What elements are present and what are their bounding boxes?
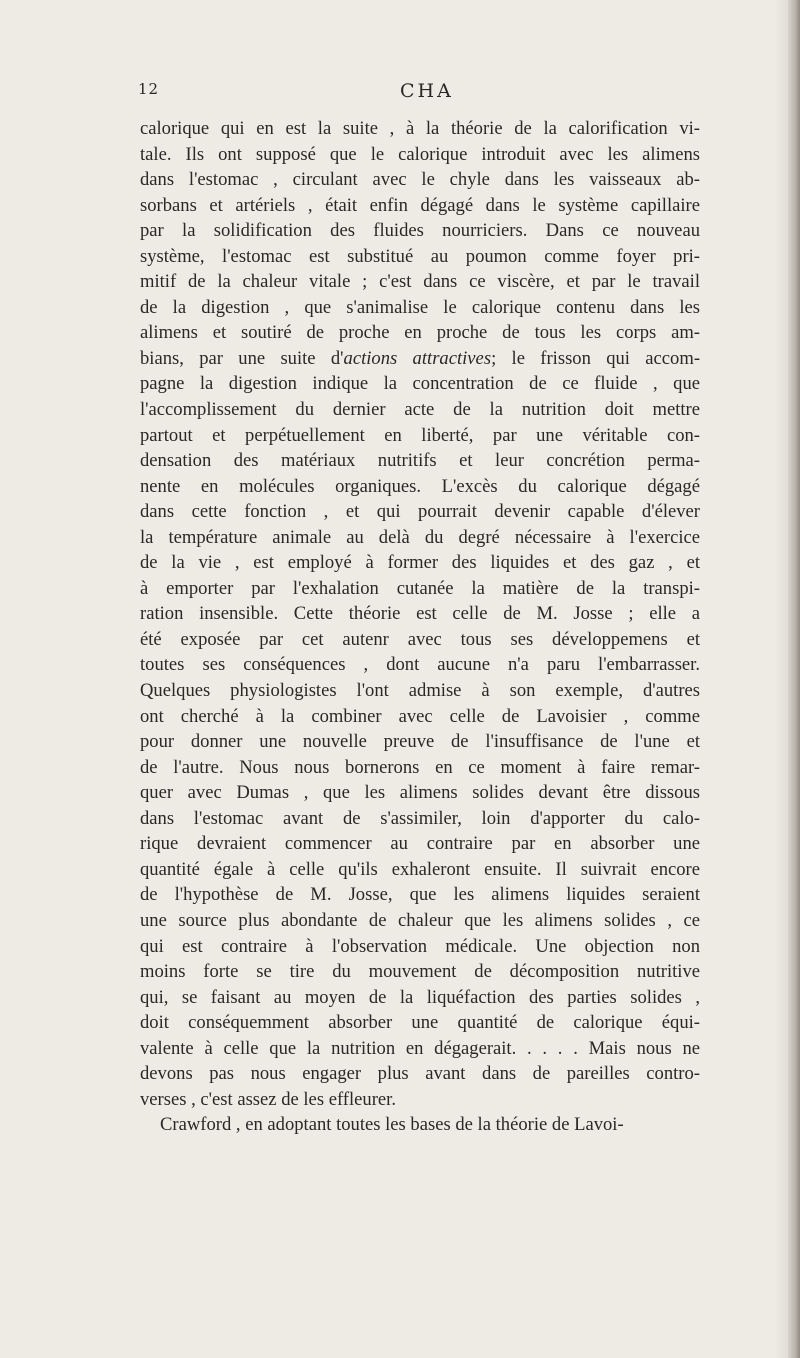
text-line: Quelques physiologistes l'ont admise à son exemple, d'autres: [140, 680, 700, 702]
text-line: alimens et soutiré de proche en proche de tous les corps am-: [140, 322, 700, 344]
text-line: par la solidification des fluides nourriciers. Dans ce nouveau: [140, 220, 700, 242]
text-line: sorbans et artériels , était enfin dégagé dans le système capillaire: [140, 194, 700, 216]
page-header: [128, 80, 698, 110]
text-line: la température animale au delà du degré nécessaire à l'exercice: [140, 526, 700, 548]
text-line: partout et perpétuellement en liberté, par une véritable con-: [140, 424, 700, 446]
text-line: tale. Ils ont supposé que le calorique introduit avec les alimens: [140, 143, 700, 165]
text-line: quantité égale à celle qu'ils exhaleront ensuite. Il suivrait encore: [140, 858, 700, 880]
text-line: ont cherché à la combiner avec celle de Lavoisier , comme: [140, 705, 700, 727]
text-line: ration insensible. Cette théorie est celle de M. Josse ; elle a: [140, 603, 700, 625]
text-line: de la vie , est employé à former des liquides et des gaz , et: [140, 552, 700, 574]
text-line: qui est contraire à l'observation médicale. Une objection non: [140, 935, 700, 957]
text-line: l'accomplissement du dernier acte de la nutrition doit mettre: [140, 399, 700, 421]
text-line: qui, se faisant au moyen de la liquéfaction des parties solides ,: [140, 986, 700, 1008]
text-line: verses , c'est assez de les effleurer.: [140, 1088, 396, 1110]
text-line: rique devraient commencer au contraire par en absorber une: [140, 833, 700, 855]
body-text: [140, 116, 700, 1138]
text-line: quer avec Dumas , que les alimens solides devant être dissous: [140, 782, 700, 804]
text-line: valente à celle que la nutrition en dégagerait. . . . . Mais nous ne: [140, 1037, 700, 1059]
page-edge: [788, 0, 800, 1358]
text-line: dans cette fonction , et qui pourrait devenir capable d'élever: [140, 501, 700, 523]
text-line: bians, par une suite d'actions attractives; le frisson qui accom-: [140, 347, 701, 369]
text-line: été exposée par cet autenr avec tous ses développemens et: [140, 628, 700, 650]
text-line: moins forte se tire du mouvement de décomposition nutritive: [140, 961, 700, 983]
text-line: de l'autre. Nous nous bornerons en ce moment à faire remar-: [140, 756, 700, 778]
text-line: toutes ses conséquences , dont aucune n'a paru l'embarrasser.: [140, 654, 700, 676]
text-line: pagne la digestion indique la concentration de ce fluide , que: [140, 373, 700, 395]
text-line: une source plus abondante de chaleur que les alimens solides , ce: [140, 909, 700, 931]
text-line: à emporter par l'exhalation cutanée la matière de la transpi-: [140, 577, 700, 599]
text-line: devons pas nous engager plus avant dans de pareilles contro-: [140, 1063, 700, 1085]
text-line: doit conséquemment absorber une quantité de calorique équi-: [140, 1012, 700, 1034]
text-line: nente en molécules organiques. L'excès du calorique dégagé: [140, 475, 700, 497]
text-line: densation des matériaux nutritifs et leur concrétion perma-: [140, 450, 700, 472]
text-line: système, l'estomac est substitué au poumon comme foyer pri-: [140, 245, 700, 267]
running-head: CHA: [400, 80, 454, 102]
text-line: de l'hypothèse de M. Josse, que les alimens liquides seraient: [140, 884, 700, 906]
text-line: de la digestion , que s'animalise le calorique contenu dans les: [140, 296, 700, 318]
page-gutter-shadow: [774, 0, 788, 1358]
text-line: dans l'estomac avant de s'assimiler, loin d'apporter du calo-: [140, 807, 700, 829]
text-line: pour donner une nouvelle preuve de l'insuffisance de l'une et: [140, 731, 700, 753]
text-line: Crawford , en adoptant toutes les bases de la théorie de Lavoi-: [160, 1114, 624, 1136]
page-number: 12: [138, 80, 160, 98]
text-line: calorique qui en est la suite , à la théorie de la calorification vi-: [140, 118, 700, 139]
text-line: mitif de la chaleur vitale ; c'est dans ce viscère, et par le travail: [140, 271, 700, 293]
text-line: dans l'estomac , circulant avec le chyle dans les vaisseaux ab-: [140, 169, 700, 191]
